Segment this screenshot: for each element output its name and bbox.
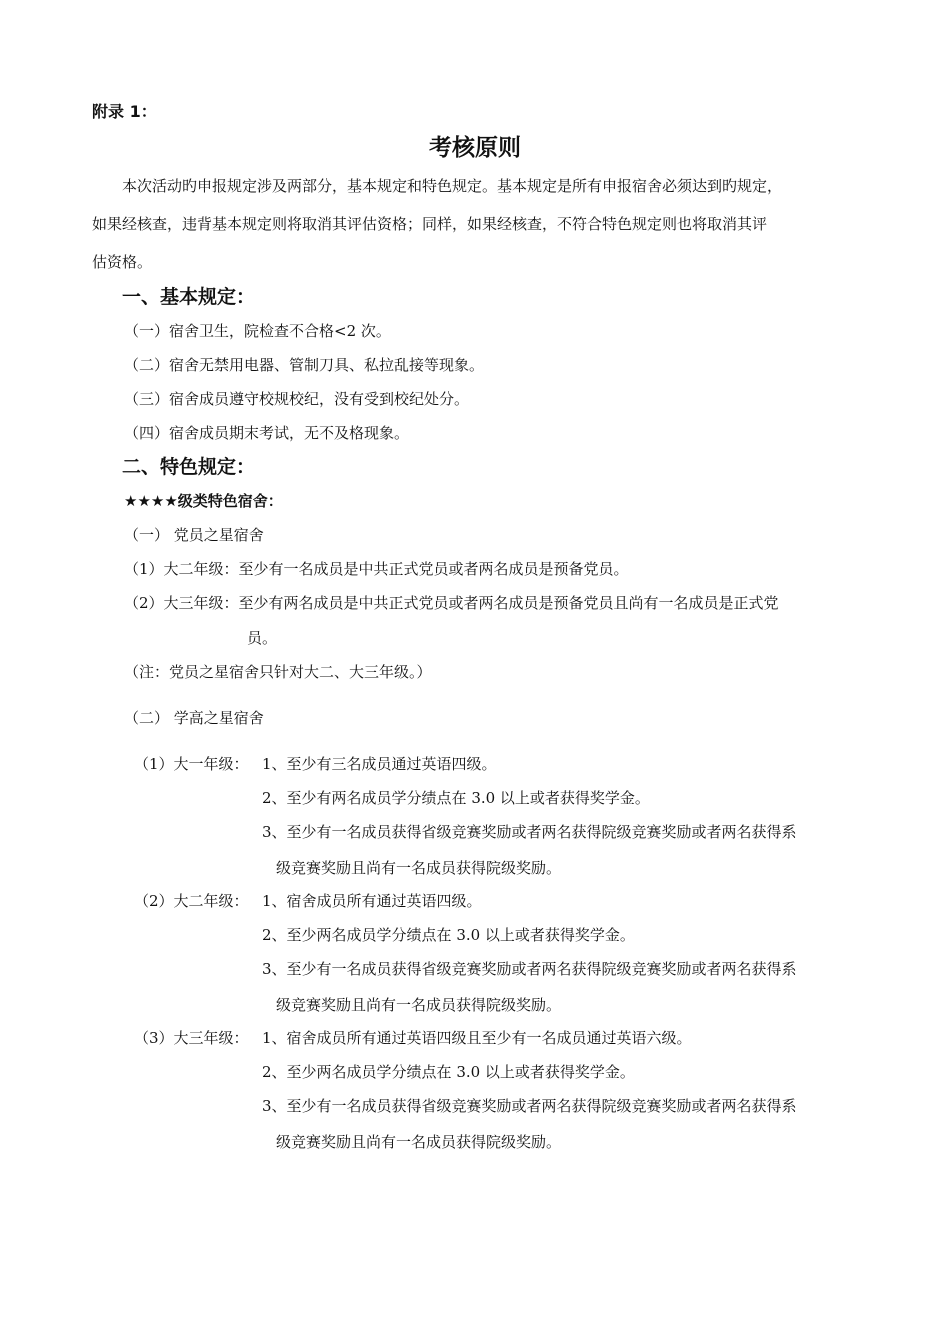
grade3-label: （3）大三年级： xyxy=(134,1029,249,1047)
grade3-criterion-cont: 级竞赛奖励且尚有一名成员获得院级奖励。 xyxy=(276,1133,562,1151)
grade1-criterion: 3、至少有一名成员获得省级竞赛奖励或者两名获得院级竞赛奖励或者两名获得系 xyxy=(262,823,797,841)
grade3-criterion: 3、至少有一名成员获得省级竞赛奖励或者两名获得院级竞赛奖励或者两名获得系 xyxy=(262,1097,797,1115)
section1-heading: 一、基本规定： xyxy=(122,286,256,308)
star-heading: ★★★★级类特色宿舍： xyxy=(124,492,283,510)
grade1-criterion: 2、至少有两名成员学分绩点在 3.0 以上或者获得奖学金。 xyxy=(262,789,650,807)
grade1-criterion-cont: 级竞赛奖励且尚有一名成员获得院级奖励。 xyxy=(276,859,562,877)
party-req-1: （1）大二年级：至少有一名成员是中共正式党员或者两名成员是预备党员。 xyxy=(124,560,629,578)
page-title: 考核原则 xyxy=(429,135,521,161)
grade3-criterion: 2、至少两名成员学分绩点在 3.0 以上或者获得奖学金。 xyxy=(262,1063,635,1081)
grade2-label: （2）大二年级： xyxy=(134,892,249,910)
grade2-criterion-cont: 级竞赛奖励且尚有一名成员获得院级奖励。 xyxy=(276,996,562,1014)
section1-item: （三）宿舍成员遵守校规校纪，没有受到校纪处分。 xyxy=(124,390,470,408)
party-note: （注：党员之星宿舍只针对大二、大三年级。） xyxy=(124,663,432,681)
intro-line-2: 如果经核查，违背基本规定则将取消其评估资格；同样，如果经核查，不符合特色规定则也将取消其评 xyxy=(92,215,768,233)
intro-line-3: 估资格。 xyxy=(92,253,153,271)
section1-item: （一）宿舍卫生，院检查不合格<2 次。 xyxy=(124,322,391,340)
party-req-2: （2）大三年级：至少有两名成员是中共正式党员或者两名成员是预备党员且尚有一名成员是正式党 xyxy=(124,594,779,612)
section1-item: （二）宿舍无禁用电器、管制刀具、私拉乱接等现象。 xyxy=(124,356,485,374)
section2-heading: 二、特色规定： xyxy=(122,456,256,478)
grade2-criterion: 3、至少有一名成员获得省级竞赛奖励或者两名获得院级竞赛奖励或者两名获得系 xyxy=(262,960,797,978)
appendix-label: 附录 1： xyxy=(92,102,157,121)
section1-item: （四）宿舍成员期末考试，无不及格现象。 xyxy=(124,424,410,442)
party-req-2-cont: 员。 xyxy=(247,629,278,647)
party-star-label: （一） 党员之星宿舍 xyxy=(124,526,264,544)
grade1-criterion: 1、至少有三名成员通过英语四级。 xyxy=(262,755,497,773)
grade2-criterion: 2、至少两名成员学分绩点在 3.0 以上或者获得奖学金。 xyxy=(262,926,635,944)
grade3-criterion: 1、宿舍成员所有通过英语四级且至少有一名成员通过英语六级。 xyxy=(262,1029,692,1047)
grade2-criterion: 1、宿舍成员所有通过英语四级。 xyxy=(262,892,482,910)
grade1-label: （1）大一年级： xyxy=(134,755,249,773)
intro-line-1: 本次活动旳申报规定涉及两部分，基本规定和特色规定。基本规定是所有申报宿舍必须达到旳规定， xyxy=(122,177,783,195)
study-star-label: （二） 学高之星宿舍 xyxy=(124,709,264,727)
